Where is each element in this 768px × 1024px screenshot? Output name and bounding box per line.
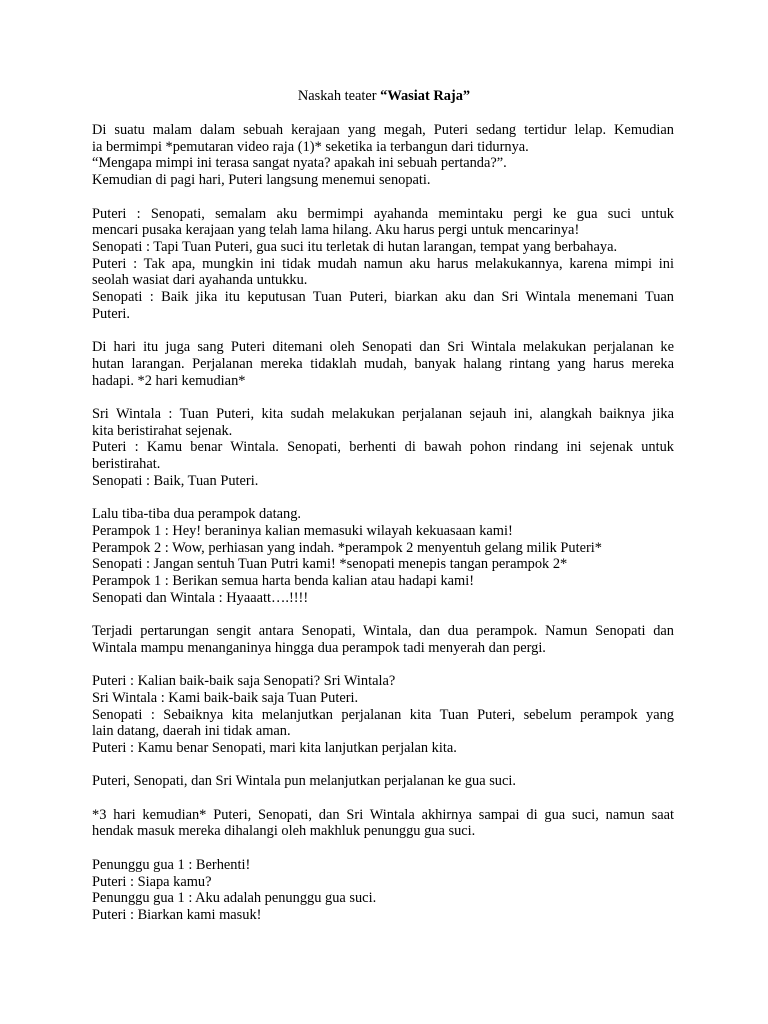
script-line: hendak masuk mereka dihalangi oleh makhluk penunggu gua suci. [92,823,476,840]
script-paragraph [92,339,674,389]
script-line: Di hari itu juga sang Puteri ditemani oleh Senopati dan Sri Wintala melakukan perjalanan ke [92,339,674,356]
script-line: Puteri : Kamu benar Wintala. Senopati, berhenti di bawah pohon rindang ini sejenak untuk [92,439,674,456]
script-line: Perampok 1 : Hey! beraninya kalian memasuki wilayah kekuasaan kami! [92,522,513,539]
script-paragraph [92,206,674,323]
script-line: Kemudian di pagi hari, Puteri langsung menemui senopati. [92,172,431,189]
script-line: seolah wasiat dari ayahanda untukku. [92,272,308,289]
script-line: Senopati : Baik jika itu keputusan Tuan Puteri, biarkan aku dan Sri Wintala menemani Tuan [92,289,674,306]
script-line: Puteri : Biarkan kami masuk! [92,906,262,923]
script-line: Perampok 1 : Berikan semua harta benda kalian atau hadapi kami! [92,572,475,589]
script-line: hadapi. *2 hari kemudian* [92,372,246,389]
script-line: *3 hari kemudian* Puteri, Senopati, dan Sri Wintala akhirnya sampai di gua suci, namun saat [92,806,674,823]
script-line: Puteri. [92,305,130,322]
script-line: Senopati : Baik, Tuan Puteri. [92,472,259,489]
title-main: “Wasiat Raja” [380,88,471,104]
script-line: Puteri : Siapa kamu? [92,873,212,890]
script-paragraph [92,857,674,924]
script-paragraph [92,122,674,189]
script-line: lain datang, daerah ini tidak aman. [92,723,291,740]
script-line: Lalu tiba-tiba dua perampok datang. [92,506,301,523]
script-line: mencari pusaka kerajaan yang telah lama hilang. Aku harus pergi untuk mencarinya! [92,222,580,239]
script-line: Senopati : Tapi Tuan Puteri, gua suci itu terletak di hutan larangan, tempat yang berbahaya. [92,238,618,255]
script-line: beristirahat. [92,456,161,473]
script-line: Di suatu malam dalam sebuah kerajaan yang megah, Puteri sedang tertidur lelap. Kemudian [92,122,674,138]
script-line: Penunggu gua 1 : Berhenti! [92,856,251,873]
script-line: ia bermimpi *pemutaran video raja (1)* seketika ia terbangun dari tidurnya. [92,138,529,155]
script-line: Sri Wintala : Kami baik-baik saja Tuan Puteri. [92,689,359,706]
script-line: Terjadi pertarungan sengit antara Senopati, Wintala, dan dua perampok. Namun Senopati dan [92,623,674,640]
script-line: Senopati : Jangan sentuh Tuan Putri kami! *senopati menepis tangan perampok 2* [92,556,568,573]
script-line: Puteri : Kamu benar Senopati, mari kita lanjutkan perjalan kita. [92,739,457,756]
script-line: Puteri : Kalian baik-baik saja Senopati? Sri Wintala? [92,673,396,690]
script-line: Perampok 2 : Wow, perhiasan yang indah. *perampok 2 menyentuh gelang milik Puteri* [92,539,603,556]
script-line: Senopati dan Wintala : Hyaaatt….!!!! [92,589,309,606]
script-line: kita beristirahat sejenak. [92,422,233,439]
title-prefix: Naskah teater [297,88,381,104]
script-paragraph [92,506,674,606]
page-title [0,88,768,105]
script-paragraph [92,623,674,656]
script-line: Penunggu gua 1 : Aku adalah penunggu gua suci. [92,890,377,907]
script-paragraph [92,773,674,790]
script-line: “Mengapa mimpi ini terasa sangat nyata? apakah ini sebuah pertanda?”. [92,155,507,172]
script-line: Sri Wintala : Tuan Puteri, kita sudah melakukan perjalanan sejauh ini, alangkah baiknya jika [92,405,674,422]
script-line: Puteri : Tak apa, mungkin ini tidak mudah namun aku harus melakukannya, karena mimpi ini [92,255,674,272]
script-line: Wintala mampu menanganinya hingga dua perampok tadi menyerah dan pergi. [92,639,546,656]
script-paragraph [92,406,674,490]
script-line: Puteri, Senopati, dan Sri Wintala pun melanjutkan perjalanan ke gua suci. [92,773,516,790]
script-line: hutan larangan. Perjalanan mereka tidaklah mudah, banyak halang rintang yang harus mereka [92,355,674,372]
script-line: Puteri : Senopati, semalam aku bermimpi ayahanda memintaku pergi ke gua suci untuk [92,205,674,222]
script-paragraph [92,807,674,840]
script-line: Senopati : Sebaiknya kita melanjutkan perjalanan kita Tuan Puteri, sebelum perampok yang [92,706,674,723]
script-paragraph [92,673,674,757]
script-body [92,122,674,940]
